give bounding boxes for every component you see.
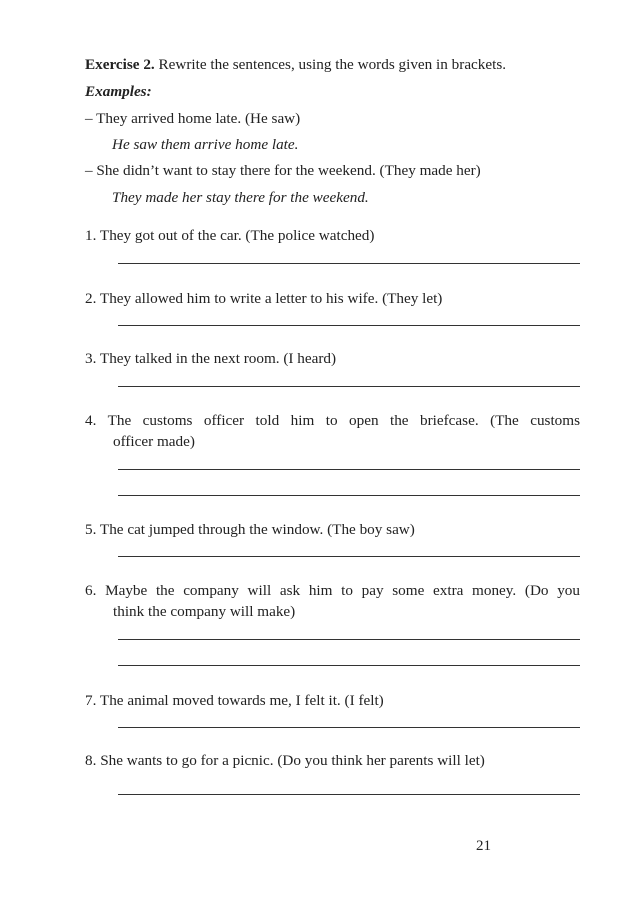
question-7: 7. The animal moved towards me, I felt it. (I felt) xyxy=(85,692,384,709)
exercise-heading xyxy=(85,56,506,74)
answer-line-5[interactable] xyxy=(118,556,580,557)
page-number: 21 xyxy=(476,838,491,854)
example-2-prompt: – She didn’t want to stay there for the weekend. (They made her) xyxy=(85,162,481,179)
question-3: 3. They talked in the next room. (I heard) xyxy=(85,350,337,367)
question-4-continued: officer made) xyxy=(113,433,195,450)
question-4: 4. The customs officer told him to open the briefcase. (The customs xyxy=(85,412,580,429)
answer-line-6b[interactable] xyxy=(118,665,580,666)
question-6: 6. Maybe the company will ask him to pay some extra money. (Do you xyxy=(85,582,580,599)
question-5: 5. The cat jumped through the window. (The boy saw) xyxy=(85,521,415,538)
question-1: 1. They got out of the car. (The police watched) xyxy=(85,227,375,244)
answer-line-4a[interactable] xyxy=(118,469,580,470)
exercise-label: Exercise 2. xyxy=(85,56,155,73)
question-6-continued: think the company will make) xyxy=(113,603,296,620)
worksheet-page xyxy=(85,0,580,901)
example-2-answer: They made her stay there for the weekend. xyxy=(112,189,369,206)
example-1-answer: He saw them arrive home late. xyxy=(112,136,299,153)
answer-line-4b[interactable] xyxy=(118,495,580,496)
question-8: 8. She wants to go for a picnic. (Do you think her parents will let) xyxy=(85,752,485,769)
question-2: 2. They allowed him to write a letter to his wife. (They let) xyxy=(85,290,443,307)
exercise-instruction: Rewrite the sentences, using the words given in brackets. xyxy=(158,56,507,73)
examples-label: Examples: xyxy=(85,83,152,100)
answer-line-2[interactable] xyxy=(118,325,580,326)
answer-line-7[interactable] xyxy=(118,727,580,728)
example-1-prompt: – They arrived home late. (He saw) xyxy=(85,110,301,127)
answer-line-6a[interactable] xyxy=(118,639,580,640)
answer-line-8[interactable] xyxy=(118,794,580,795)
answer-line-1[interactable] xyxy=(118,263,580,264)
answer-line-3[interactable] xyxy=(118,386,580,387)
